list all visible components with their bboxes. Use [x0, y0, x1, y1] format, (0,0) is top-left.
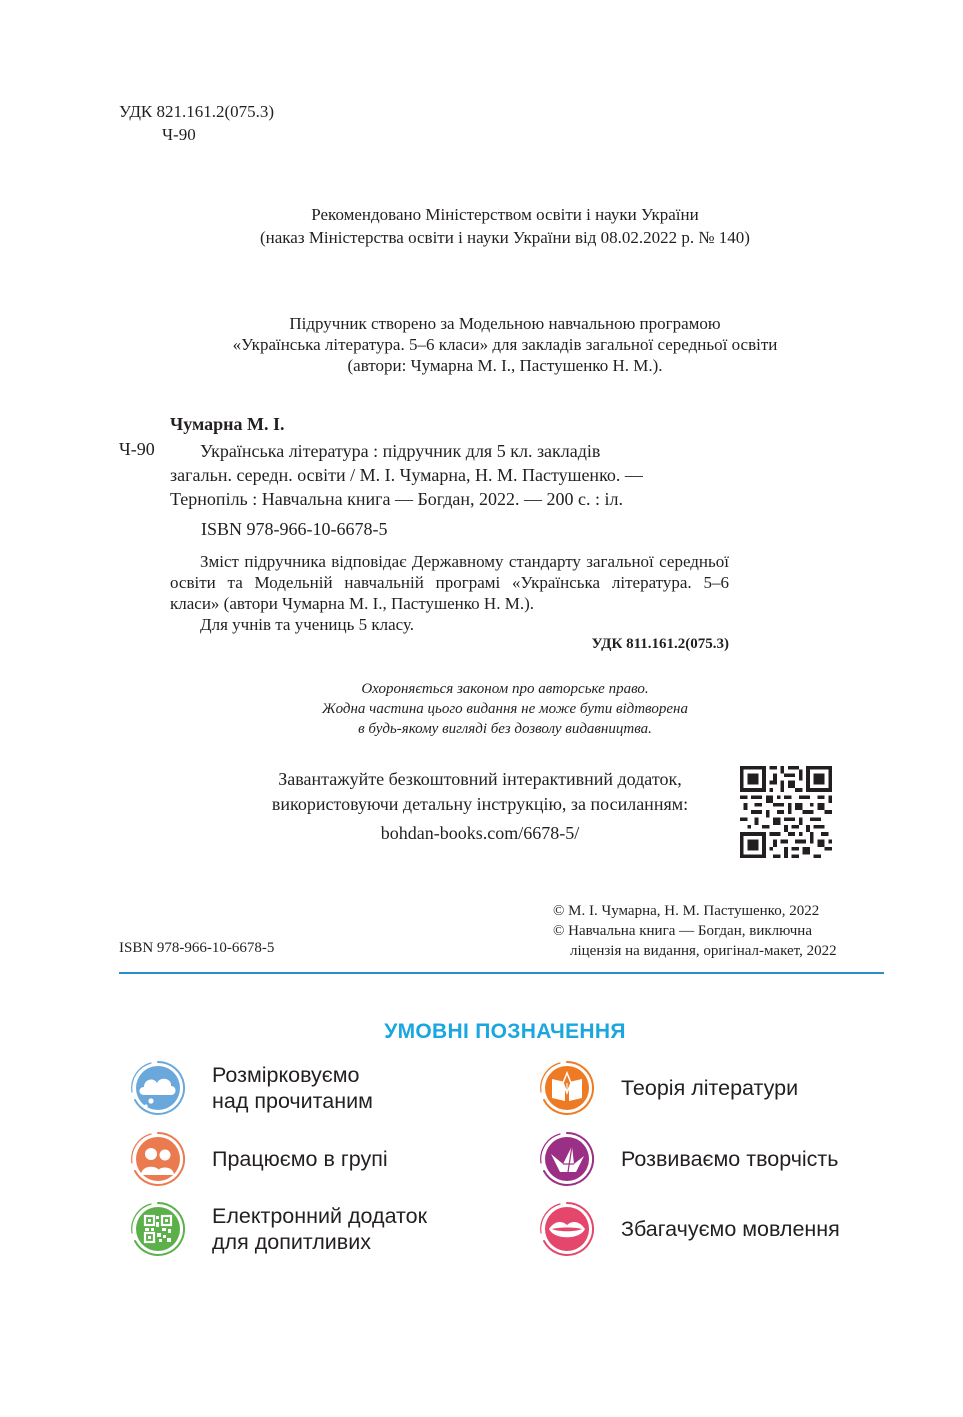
bib-code: Ч-90 [119, 439, 155, 459]
recommendation-line-2: (наказ Міністерства освіти і науки України від 08.02.2022 р. № 140) [260, 228, 750, 247]
legend-item-theory [538, 1059, 798, 1117]
legend-label-line-1: Електронний додаток [212, 1204, 428, 1228]
legend-label: Працюємо в групі [212, 1147, 388, 1171]
recommendation-line-1: Рекомендовано Міністерством освіти і науки України [311, 205, 699, 224]
legend-item-group [129, 1130, 388, 1188]
udk-bold: УДК 811.161.2(075.3) [591, 636, 729, 652]
isbn-bottom: ISBN 978-966-10-6678-5 [119, 940, 275, 956]
program-line-3: (автори: Чумарна М. І., Пастушенко Н. М.). [347, 356, 663, 375]
copyright-notice [170, 679, 840, 739]
qr-code-icon [129, 1200, 187, 1258]
legend-title: УМОВНІ ПОЗНАЧЕННЯ [384, 1020, 626, 1043]
legend-item-creativity [538, 1130, 838, 1188]
download-line-1: Завантажуйте безкоштовний інтерактивний додаток, [278, 769, 682, 789]
legend-label-line-1: Розмірковуємо [212, 1063, 360, 1087]
program-line-2: «Українська література. 5–6 класи» для закладів загальної середньої освіти [232, 335, 778, 354]
qr-code-image[interactable] [740, 766, 832, 858]
legend-item-reflect [129, 1059, 373, 1117]
annotation-text: Зміст підручника відповідає Державному стандарту загальної середньої освіти та Модельній навчальній програмі «Українська література. 5–6 класи» (автори Чумарна М. І., Пастушенко Н. М.). [170, 552, 729, 613]
audience-text: Для учнів та учениць 5 класу. [200, 615, 415, 634]
bib-line-3: Тернопіль : Навчальна книга — Богдан, 2022. — 200 с. : іл. [170, 489, 624, 509]
notice-line-1: Охороняється законом про авторське право. [361, 681, 649, 697]
group-icon [129, 1130, 187, 1188]
copyright-publisher: © Навчальна книга — Богдан, виключна [553, 923, 812, 939]
udk-code: УДК 821.161.2(075.3) [119, 102, 275, 121]
program-line-1: Підручник створено за Модельною навчальною програмою [289, 314, 721, 333]
book-pen-icon [538, 1059, 596, 1117]
download-link[interactable]: bohdan-books.com/6678-5/ [380, 823, 580, 843]
copyright-license: ліцензія на видання, оригінал-макет, 2022 [570, 943, 837, 959]
recommendation [170, 203, 840, 249]
legend-item-digital [129, 1200, 427, 1258]
annotation [170, 551, 729, 635]
bib-description [170, 439, 729, 511]
legend-item-speech [538, 1200, 840, 1258]
legend-label: Теорія літератури [621, 1076, 799, 1100]
bib-line-2: загальн. середн. освіти / М. І. Чумарна, Н. М. Пастушенко. — [170, 465, 643, 485]
author-name: Чумарна М. І. [170, 414, 285, 434]
cloud-think-icon [129, 1059, 187, 1117]
legend-label: Збагачуємо мовлення [621, 1217, 840, 1241]
legend-label-line-2: для допитливих [212, 1230, 371, 1254]
notice-line-3: в будь-якому вигляді без дозволу видавництва. [358, 721, 652, 737]
divider-line [119, 972, 884, 974]
legend-label: Розвиваємо творчість [621, 1147, 839, 1171]
legend-label [212, 1062, 373, 1114]
lips-icon [538, 1200, 596, 1258]
cutter-code: Ч-90 [162, 125, 196, 144]
legend-label [212, 1203, 427, 1255]
notice-line-2: Жодна частина цього видання не може бути відтворена [322, 701, 688, 717]
bib-line-1: Українська література : підручник для 5 кл. закладів [200, 441, 601, 461]
origami-crane-icon [538, 1130, 596, 1188]
legend-label-line-2: над прочитаним [212, 1089, 373, 1113]
program-note [170, 313, 840, 376]
copyright-authors: © М. І. Чумарна, Н. М. Пастушенко, 2022 [553, 903, 820, 919]
udk-block [119, 100, 274, 146]
download-block [200, 767, 760, 846]
download-line-2: використовуючи детальну інструкцію, за посиланням: [271, 794, 689, 814]
isbn-main: ISBN 978-966-10-6678-5 [201, 519, 388, 539]
copyrights [553, 901, 837, 961]
